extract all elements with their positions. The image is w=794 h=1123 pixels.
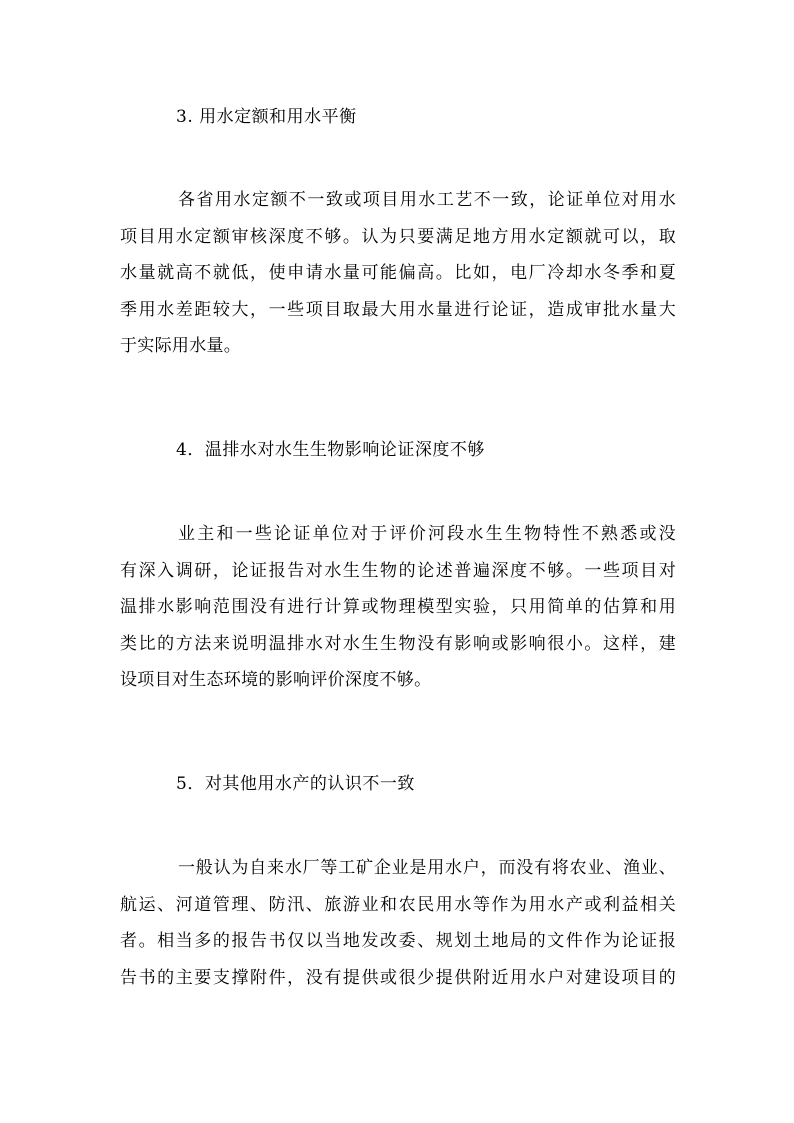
section-3-heading: 3. 用水定额和用水平衡 [176, 107, 357, 127]
paragraph-line: 告书的主要支撑附件，没有提供或很少提供附近用水户对建设项目的 [120, 967, 676, 988]
paragraph-line: 一般认为自来水厂等工矿企业是用水户，而没有将农业、渔业、 [178, 858, 676, 878]
paragraph-line: 设项目对生态环境的影响评价深度不够。 [120, 670, 432, 690]
paragraph-line: 水量就高不就低，使申请水量可能偏高。比如，电厂冷却水冬季和夏 [120, 263, 676, 283]
section-4-paragraph [120, 516, 676, 699]
paragraph-line: 于实际用水量。 [120, 336, 242, 356]
section-5-heading: 5．对其他用水产的认识不一致 [176, 774, 415, 794]
paragraph-line: 各省用水定额不一致或项目用水工艺不一致，论证单位对用水 [178, 190, 676, 210]
paragraph-line: 温排水影响范围没有进行计算或物理模型实验，只用简单的估算和用 [120, 597, 676, 617]
section-4-heading: 4．温排水对水生生物影响论证深度不够 [176, 440, 485, 460]
paragraph-line: 项目用水定额审核深度不够。认为只要满足地方用水定额就可以，取 [120, 226, 676, 247]
paragraph-line: 季用水差距较大，一些项目取最大用水量进行论证，造成审批水量大 [120, 299, 676, 320]
section-5-paragraph [120, 850, 676, 996]
paragraph-line: 者。相当多的报告书仅以当地发改委、规划土地局的文件作为论证报 [120, 931, 676, 951]
paragraph-line: 航运、河道管理、防汛、旅游业和农民用水等作为用水产或利益相关 [120, 894, 676, 915]
paragraph-line: 类比的方法来说明温排水对水生生物没有影响或影响很小。这样，建 [120, 633, 676, 654]
paragraph-line: 有深入调研，论证报告对水生生物的论述普遍深度不够。一些项目对 [120, 560, 676, 581]
paragraph-line: 业主和一些论证单位对于评价河段水生生物特性不熟悉或没 [178, 524, 676, 544]
section-3-paragraph [120, 182, 676, 365]
